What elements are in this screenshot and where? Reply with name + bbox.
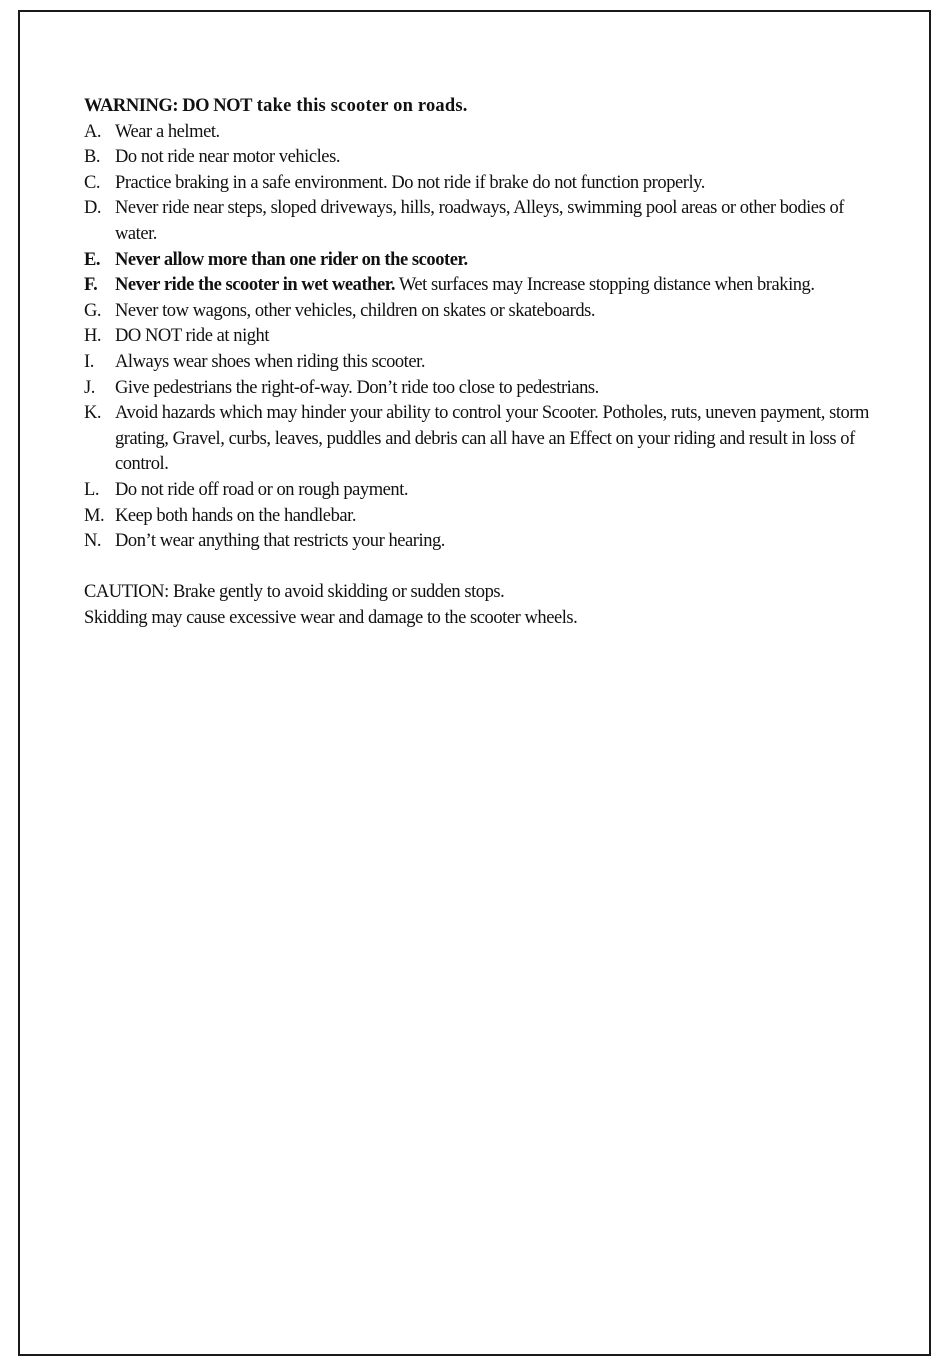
rule-item-i bbox=[84, 350, 884, 376]
rule-text: Don’t wear anything that restricts your hearing. bbox=[115, 531, 445, 552]
rule-text: Never tow wagons, other vehicles, children on skates or skateboards. bbox=[115, 300, 596, 321]
rule-text: Give pedestrians the right-of-way. Don’t ride too close to pedestrians. bbox=[115, 377, 599, 398]
rule-item-n bbox=[84, 529, 884, 555]
rule-item-e bbox=[84, 248, 884, 274]
rule-letter: N. bbox=[84, 531, 102, 552]
rule-letter: E. bbox=[84, 249, 101, 270]
caution-line: CAUTION: Brake gently to avoid skidding or sudden stops. bbox=[84, 582, 505, 603]
rule-bold-text: Never ride the scooter in wet weather. bbox=[115, 275, 396, 296]
rule-letter: J. bbox=[84, 377, 95, 398]
rule-item-k bbox=[84, 401, 884, 478]
rule-item-c bbox=[84, 171, 884, 197]
rule-letter: D. bbox=[84, 198, 102, 219]
rule-letter: H. bbox=[84, 326, 102, 347]
rule-item-d bbox=[84, 196, 884, 247]
rule-item-m bbox=[84, 504, 884, 530]
rule-item-j bbox=[84, 376, 884, 402]
rule-letter: B. bbox=[84, 147, 101, 168]
rule-letter: G. bbox=[84, 300, 102, 321]
rule-text: Do not ride off road or on rough payment. bbox=[115, 479, 409, 500]
rule-item-g bbox=[84, 299, 884, 325]
rule-text: Keep both hands on the handlebar. bbox=[115, 505, 356, 526]
caution-line: Skidding may cause excessive wear and damage to the scooter wheels. bbox=[84, 607, 578, 628]
rule-bold-text: Never allow more than one rider on the scooter. bbox=[115, 249, 468, 270]
safety-rules-document bbox=[84, 94, 884, 631]
rule-item-h bbox=[84, 324, 884, 350]
warning-heading bbox=[84, 94, 884, 120]
rule-text: Do not ride near motor vehicles. bbox=[115, 147, 340, 168]
warning-text: take this scooter on roads. bbox=[251, 96, 468, 116]
warning-prefix: WARNING: DO NOT bbox=[84, 96, 252, 116]
rule-text: Always wear shoes when riding this scooter. bbox=[115, 351, 425, 372]
rule-text: Avoid hazards which may hinder your ability to control your Scooter. Potholes, ruts, uneven payment, storm grating, Gravel, curbs, leaves, puddles and debris can all have an Effect on your riding and result in loss of control. bbox=[115, 403, 869, 475]
rule-letter: F. bbox=[84, 275, 98, 296]
rule-text: Practice braking in a safe environment. Do not ride if brake do not function properly. bbox=[115, 172, 705, 193]
rule-normal-text: Wet surfaces may Increase stopping distance when braking. bbox=[395, 275, 815, 296]
rule-text: DO NOT ride at night bbox=[115, 326, 270, 347]
rule-letter: L. bbox=[84, 479, 100, 500]
rule-item-a bbox=[84, 120, 884, 146]
caution-block bbox=[84, 580, 884, 631]
rule-text: Wear a helmet. bbox=[115, 121, 220, 142]
rule-text bbox=[115, 273, 884, 299]
rule-letter: K. bbox=[84, 403, 102, 424]
rule-letter: I. bbox=[84, 351, 94, 372]
rules-list bbox=[84, 120, 884, 555]
rule-letter: A. bbox=[84, 121, 102, 142]
rule-text: Never ride near steps, sloped driveways, hills, roadways, Alleys, swimming pool areas or other bodies of water. bbox=[115, 198, 844, 244]
rule-item-l bbox=[84, 478, 884, 504]
rule-letter: C. bbox=[84, 172, 101, 193]
rule-text bbox=[115, 248, 884, 274]
rule-item-f bbox=[84, 273, 884, 299]
rule-letter: M. bbox=[84, 505, 105, 526]
rule-item-b bbox=[84, 145, 884, 171]
